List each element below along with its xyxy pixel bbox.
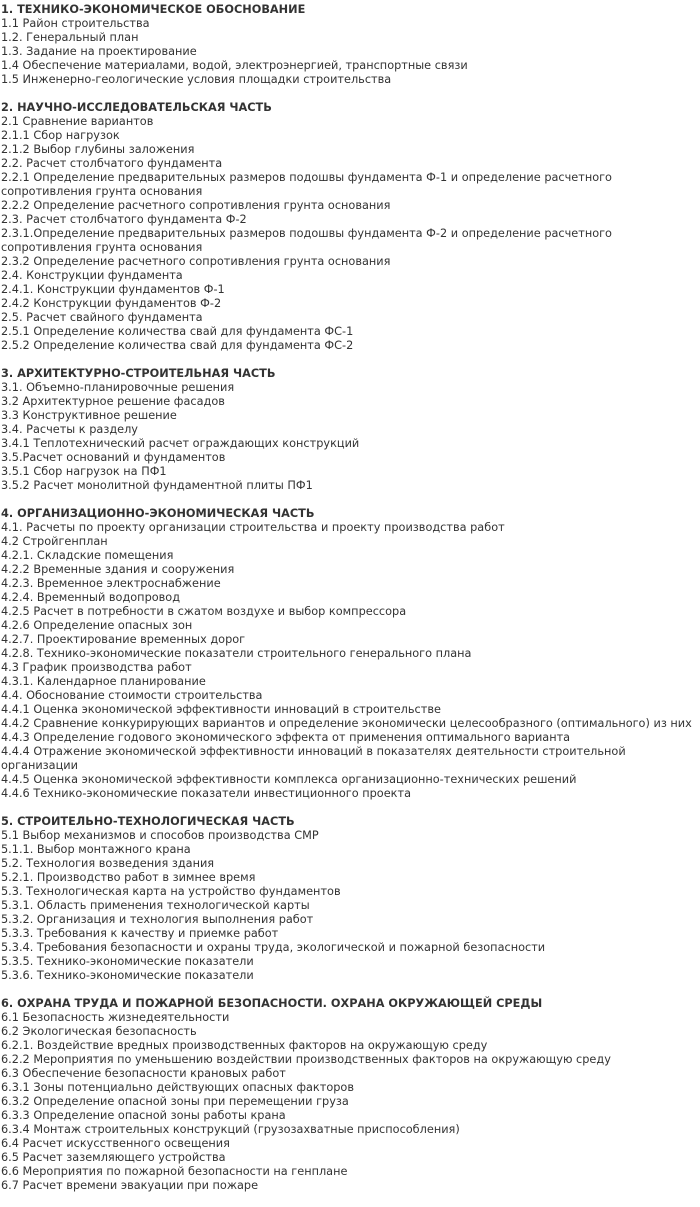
toc-item: 1.1 Район строительства [1, 17, 150, 30]
toc-item: 2.2.2 Определение расчетного сопротивления грунта основания [1, 199, 391, 212]
section-title: 3. АРХИТЕКТУРНО-СТРОИТЕЛЬНАЯ ЧАСТЬ [1, 367, 276, 380]
toc-item: 4.3 График производства работ [1, 661, 192, 674]
toc-item: 6.2 Экологическая безопасность [1, 1025, 197, 1038]
section-title: 4. ОРГАНИЗАЦИОННО-ЭКОНОМИЧЕСКАЯ ЧАСТЬ [1, 507, 315, 520]
toc-item: 5.1.1. Выбор монтажного крана [1, 843, 191, 856]
toc-item: 5.3.3. Требования к качеству и приемке работ [1, 927, 279, 940]
toc-item: 2.4. Конструкции фундамента [1, 269, 183, 282]
toc-item: 4.4.6 Технико-экономические показатели инвестиционного проекта [1, 787, 411, 800]
toc-item: 2.4.2 Конструкции фундаментов Ф-2 [1, 297, 222, 310]
toc-item: 3.5.2 Расчет монолитной фундаментной плиты ПФ1 [1, 479, 313, 492]
toc-item: 2.2. Расчет столбчатого фундамента [1, 157, 223, 170]
toc-item: 6.3.3 Определение опасной зоны работы крана [1, 1109, 286, 1122]
toc-item: 3.1. Объемно-планировочные решения [1, 381, 235, 394]
toc-item: 6.7 Расчет времени эвакуации при пожаре [1, 1179, 259, 1192]
toc-item: 2.1.2 Выбор глубины заложения [1, 143, 195, 156]
toc-item: 4.2.4. Временный водопровод [1, 591, 181, 604]
toc-item: 2.2.1 Определение предварительных размеров подошвы фундамента Ф-1 и определение расчетного сопротивления грунта основания [1, 171, 612, 198]
toc-item: 4.2 Стройгенплан [1, 535, 108, 548]
toc-item: 6.3.4 Монтаж строительных конструкций (грузозахватные приспособления) [1, 1123, 460, 1136]
toc-item: 6.6 Мероприятия по пожарной безопасности на генплане [1, 1165, 348, 1178]
toc-item: 6.2.2 Мероприятия по уменьшению воздействии производственных факторов на окружающую среду [1, 1053, 611, 1066]
toc-item: 4.2.6 Определение опасных зон [1, 619, 193, 632]
toc-item: 4.4.1 Оценка экономической эффективности инноваций в строительстве [1, 703, 441, 716]
toc-item: 5.1 Выбор механизмов и способов производства СМР [1, 829, 319, 842]
toc-item: 1.5 Инженерно-геологические условия площадки строительства [1, 73, 392, 86]
toc-item: 5.2. Технология возведения здания [1, 857, 215, 870]
toc-item: 5.3.4. Требования безопасности и охраны труда, экологической и пожарной безопасности [1, 941, 546, 954]
toc-item: 5.3. Технологическая карта на устройство фундаментов [1, 885, 341, 898]
toc-item: 4.2.2 Временные здания и сооружения [1, 563, 235, 576]
toc-section [1, 367, 695, 493]
toc-item: 3.5.1 Сбор нагрузок на ПФ1 [1, 465, 167, 478]
toc-item: 5.3.6. Технико-экономические показатели [1, 969, 254, 982]
toc-item: 4.4.4 Отражение экономической эффективности инноваций в показателях деятельности строительной организации [1, 745, 626, 772]
toc-item: 4.4.5 Оценка экономической эффективности комплекса организационно-технических решений [1, 773, 577, 786]
toc-section [1, 101, 695, 353]
toc-item: 4.4. Обоснование стоимости строительства [1, 689, 263, 702]
toc-item: 6.3.2 Определение опасной зоны при перемещении груза [1, 1095, 349, 1108]
toc-item: 4.2.5 Расчет в потребности в сжатом воздухе и выбор компрессора [1, 605, 407, 618]
toc-item: 6.4 Расчет искусственного освещения [1, 1137, 230, 1150]
toc-item: 2.3. Расчет столбчатого фундамента Ф-2 [1, 213, 247, 226]
toc-item: 4.2.8. Технико-экономические показатели строительного генерального плана [1, 647, 472, 660]
toc-item: 2.3.2 Определение расчетного сопротивления грунта основания [1, 255, 391, 268]
toc-item: 3.2 Архитектурное решение фасадов [1, 395, 225, 408]
toc-section [1, 815, 695, 983]
toc-item: 5.3.1. Область применения технологической карты [1, 899, 310, 912]
toc-item: 5.2.1. Производство работ в зимнее время [1, 871, 256, 884]
toc-item: 2.1.1 Сбор нагрузок [1, 129, 120, 142]
toc-item: 2.5.1 Определение количества свай для фундамента ФС-1 [1, 325, 354, 338]
toc-item: 6.5 Расчет заземляющего устройства [1, 1151, 226, 1164]
toc-item: 1.3. Задание на проектирование [1, 45, 197, 58]
toc-section [1, 997, 695, 1193]
toc-item: 3.3 Конструктивное решение [1, 409, 177, 422]
table-of-contents [1, 3, 695, 1207]
toc-item: 3.4.1 Теплотехнический расчет ограждающих конструкций [1, 437, 360, 450]
toc-item: 4.1. Расчеты по проекту организации строительства и проекту производства работ [1, 521, 505, 534]
section-title: 5. СТРОИТЕЛЬНО-ТЕХНОЛОГИЧЕСКАЯ ЧАСТЬ [1, 815, 295, 828]
toc-section [1, 3, 695, 87]
toc-item: 6.3 Обеспечение безопасности крановых работ [1, 1067, 286, 1080]
toc-item: 2.5. Расчет свайного фундамента [1, 311, 203, 324]
toc-item: 1.2. Генеральный план [1, 31, 139, 44]
toc-item: 4.2.1. Складские помещения [1, 549, 174, 562]
toc-item: 2.3.1.Определение предварительных размеров подошвы фундамента Ф-2 и определение расчетного сопротивления грунта основания [1, 227, 612, 254]
toc-item: 5.3.5. Технико-экономические показатели [1, 955, 254, 968]
toc-item: 3.5.Расчет оснований и фундаментов [1, 451, 226, 464]
toc-item: 2.5.2 Определение количества свай для фундамента ФС-2 [1, 339, 354, 352]
toc-section [1, 507, 695, 801]
toc-item: 2.1 Сравнение вариантов [1, 115, 154, 128]
toc-item: 4.4.2 Сравнение конкурирующих вариантов и определение экономически целесообразного (оптимального) из них [1, 717, 692, 730]
section-title: 6. ОХРАНА ТРУДА И ПОЖАРНОЙ БЕЗОПАСНОСТИ. ОХРАНА ОКРУЖАЮЩЕЙ СРЕДЫ [1, 997, 543, 1010]
section-title: 2. НАУЧНО-ИССЛЕДОВАТЕЛЬСКАЯ ЧАСТЬ [1, 101, 272, 114]
toc-item: 1.4 Обеспечение материалами, водой, электроэнергией, транспортные связи [1, 59, 468, 72]
toc-item: 4.2.3. Временное электроснабжение [1, 577, 221, 590]
toc-item: 4.3.1. Календарное планирование [1, 675, 206, 688]
toc-item: 6.2.1. Воздействие вредных производственных факторов на окружающую среду [1, 1039, 488, 1052]
toc-item: 4.2.7. Проектирование временных дорог [1, 633, 246, 646]
toc-item: 3.4. Расчеты к разделу [1, 423, 138, 436]
toc-item: 2.4.1. Конструкции фундаментов Ф-1 [1, 283, 225, 296]
toc-item: 4.4.3 Определение годового экономического эффекта от применения оптимального варианта [1, 731, 571, 744]
toc-item: 6.3.1 Зоны потенциально действующих опасных факторов [1, 1081, 354, 1094]
section-title: 1. ТЕХНИКО-ЭКОНОМИЧЕСКОЕ ОБОСНОВАНИЕ [1, 3, 306, 16]
toc-item: 5.3.2. Организация и технология выполнения работ [1, 913, 314, 926]
toc-item: 6.1 Безопасность жизнедеятельности [1, 1011, 230, 1024]
